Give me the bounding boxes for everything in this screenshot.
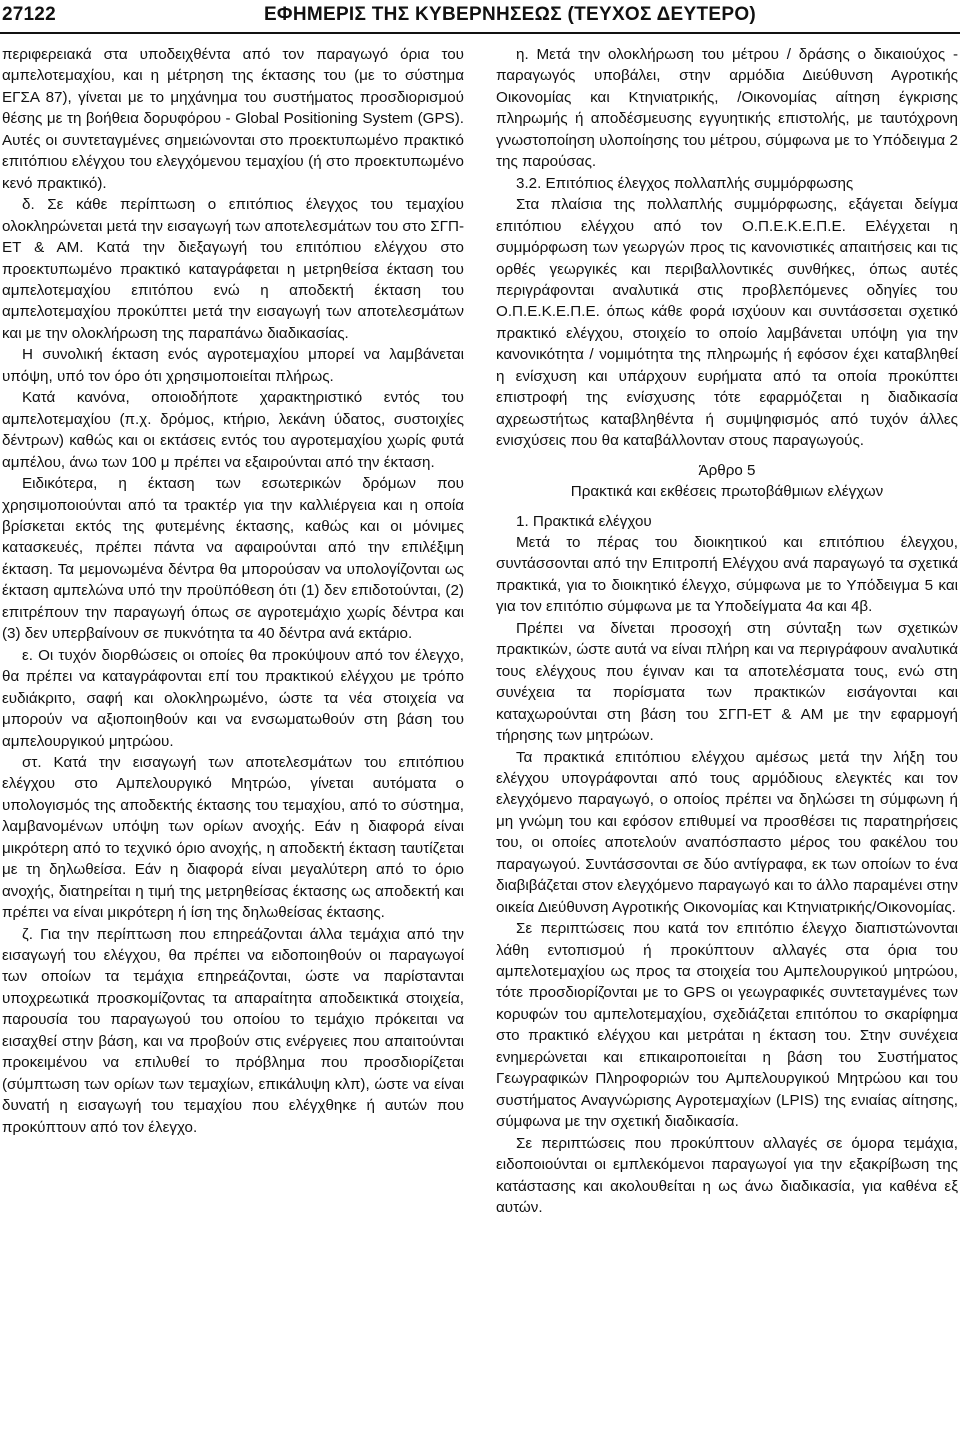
header-rule xyxy=(0,32,960,34)
paragraph: στ. Κατά την εισαγωγή των αποτελεσμάτων του επιτόπιου ελέγχου στο Αμπελουργικό Μητρώο, γίνεται αυτόματα ο υπολογισμός της αποδεκτής έκτασης του τεμαχίου, από το σύστημα, λαμβανομένων υπόψη των ορίων ανοχής. Εάν η διαφορά είναι μικρότερη από το τεχνικό όριο ανοχής, η αποδεκτή έκταση ταυτίζεται με τη δηλωθείσα. Εάν η διαφορά είναι μεγαλύτερη από το όριο ανοχής, διατηρείται η τιμή της μετρηθείσας έκτασης ως αποδεκτή και πρέπει να είναι μικρότερη ή ίση της δηλωθείσας έκτασης. xyxy=(2,753,464,922)
spacer xyxy=(496,503,958,511)
paragraph: ε. Οι τυχόν διορθώσεις οι οποίες θα προκύψουν από τον έλεγχο, θα πρέπει να καταγράφονται επί του πρακτικού ελέγχου με τρόπο ευδιάκριτο, σαφή και ολοκληρωμένο, ώστε τα νέα στοιχεία να μπορούν να αξιοποιηθούν και να ενσωματωθούν στη βάση του αμπελουργικού μητρώου. xyxy=(2,646,464,750)
paragraph: Η συνολική έκταση ενός αγροτεμαχίου μπορεί να λαμβάνεται υπόψη, υπό τον όρο ότι χρησιμοποιείται πλήρως. xyxy=(2,346,464,385)
right-column xyxy=(496,44,958,1218)
running-title: ΕΦΗΜΕΡΙΣ ΤΗΣ ΚΥΒΕΡΝΗΣΕΩΣ (ΤΕΥΧΟΣ ΔΕΥΤΕΡΟ) xyxy=(263,4,757,25)
spacer xyxy=(496,452,958,460)
paragraph: Κατά κανόνα, οποιοδήποτε χαρακτηριστικό εντός του αμπελοτεμαχίου (π.χ. δρόμος, κτήριο, λεκάνη ύδατος, συστοιχίες δέντρων) καθώς και οι εκτάσεις εντός του αγροτεμαχίου χωρίς φυτά αμπέλου, άνω των 100 μ πρέπει να εξαιρούνται από την έκταση. xyxy=(2,389,464,471)
paragraph: Πρέπει να δίνεται προσοχή στη σύνταξη των σχετικών πρακτικών, ώστε αυτά να είναι πλήρη και να περιγράφουν αναλυτικά τους ελέγχους που έγιναν και τα αποτελέσματα τους, ενώ στη συνέχεια τα πορίσματα των πρακτικών εισάγονται και καταχωρούνται στη βάση του ΣΓΠ-ΕΤ & ΑΜ με την εφαρμογή τήρησης των μητρώων. xyxy=(496,619,958,745)
article-number: Άρθρο 5 xyxy=(698,461,756,479)
page-number: 27122 xyxy=(2,4,56,25)
paragraph: Σε περιπτώσεις που προκύπτουν αλλαγές σε όμορα τεμάχια, ειδοποιούνται οι εμπλεκόμενοι παραγωγοί για την εξακρίβωση της κατάστασης και ακολουθείται η ως άνω διαδικασία, για καθένα εξ αυτών. xyxy=(496,1134,958,1217)
paragraph: Στα πλαίσια της πολλαπλής συμμόρφωσης, εξάγεται δείγμα επιτόπιου ελέγχου από τον Ο.Π.Ε.Κ.Ε.Π.Ε. Ελέγχεται η συμμόρφωση των γεωργών προς τις κανονιστικές απαιτήσεις και τις ορθές γεωργικές και περιβαλλοντικές συνθήκες, όπως αυτές περιγράφονται αναλυτικά στις προβλεπόμενες οδηγίες του Ο.Π.Ε.Κ.Ε.Π.Ε. όπως κάθε φορά ισχύουν και συντάσσεται σχετικό πρακτικό ελέγχου, στοιχείο το οποίο λαμβάνεται υπόψη για την κανονικότητα / νομιμότητα της πληρωμής ή εφόσον έχει καταβληθεί η ενίσχυση και υπάρχουν ευρήματα από τα οποία προκύπτει επιστροφή της ενίσχυσης τότε εφαρμόζεται η διαδικασία αχρεωστήτως καταβληθέντα ή συμψηφισμός από τυχόν άλλες ενισχύσεις που θα καταβάλλονταν στους παραγωγούς. xyxy=(496,196,958,450)
paragraph: περιφερειακά στα υποδειχθέντα από τον παραγωγό όρια του αμπελοτεμαχίου, και η μέτρηση της έκτασης του (με το σύστημα ΕΓΣΑ 87), γίνεται με το μηχάνημα του συστήματος προσδιορισμού θέσης με τη βοήθεια δορυφόρου - Global Positioning System (GPS). Αυτές οι συντεταγμένες σημειώνονται στο προεκτυπωμένο πρακτικό επιτόπιου ελέγχου του ελεγχόμενου τεμαχίου (ή στο προεκτυπωμένο κενό πρακτικό). xyxy=(2,46,464,192)
paragraph: η. Μετά την ολοκλήρωση του μέτρου / δράσης ο δικαιούχος - παραγωγός υποβάλει, στην αρμόδια Διεύθυνση Αγροτικής Οικονομίας και Κτηνιατρικής, /Οικονομίας αίτηση έγκρισης πληρωμής ή αποδέσμευσης εγγυητικής επιστολής, με ταυτόχρονη γνωστοποίηση υλοποίησης του μέτρου, σύμφωνα με το Υπόδειγμα 2 της παρούσας. xyxy=(496,46,958,171)
paragraph: δ. Σε κάθε περίπτωση ο επιτόπιος έλεγχος του τεμαχίου ολοκληρώνεται μετά την εισαγωγή των αποτελεσμάτων του στο ΣΓΠ-ΕΤ & ΑΜ. Κατά την διεξαγωγή του επιτόπιου ελέγχου στο προεκτυπωμένο πρακτικό καταγράφεται η μετρηθείσα έκταση του αμπελοτεμαχίου επιτόπου ενώ η αποδεκτή έκταση του αμπελοτεμαχίου προκύπτει μετά την εισαγωγή των αποτελεσμάτων και με την ολοκλήρωση της παραπάνω διαδικασίας. xyxy=(2,196,464,342)
paragraph: Σε περιπτώσεις που κατά τον επιτόπιο έλεγχο διαπιστώνονται λάθη εντοπισμού ή προκύπτουν αλλαγές στα όρια του αμπελοτεμαχίου ως προς τα στοιχεία του Αμπελουργικού μητρώου, τότε προσδιορίζονται με το GPS οι γεωγραφικές συντεταγμένες των κορυφών του αμπελοτεμαχίου, σχεδιάζεται επιτόπου το σκαρίφημα στο πρακτικό ελέγχου και μετράται η έκταση του. Στην συνέχεια ενημερώνεται και επικαιροποιείται η βάση του Συστήματος Γεωγραφικών Πληροφοριών του Αμπελουργικού Μητρώου και του συστήματος Αναγνώρισης Αγροτεμαχίων (LPIS) της ενιαίας αίτησης, σύμφωνα με την σχετική διαδικασία. xyxy=(496,920,958,1131)
article-title: Πρακτικά και εκθέσεις πρωτοβάθμιων ελέγχων xyxy=(570,483,884,501)
paragraph: Μετά το πέρας του διοικητικού και επιτόπιου έλεγχου, συντάσσονται από την Επιτροπή Ελέγχου ανά παραγωγό τα σχετικά πρακτικά, για το διοικητικό έλεγχο, σύμφωνα με το Υπόδειγμα 5 και για τον επιτόπιο σύμφωνα με τα Υποδείγματα 4α και 4β. xyxy=(496,533,958,616)
section-heading: 3.2. Επιτόπιος έλεγχος πολλαπλής συμμόρφωσης xyxy=(516,174,854,192)
page-header xyxy=(0,0,960,36)
paragraph: ζ. Για την περίπτωση που επηρεάζονται άλλα τεμάχια από την εισαγωγή του ελέγχου, θα πρέπει να ειδοποιηθούν οι παραγωγοί των οποίων τα τεμάχια επηρεάζονται, ώστε να παρίστανται υποχρεωτικά προσκομίζοντας τα απαραίτητα αποδεικτικά στοιχεία, παρουσία του παραγωγού του οποίου το τεμάχιο πρόκειται να εισαχθεί στην βάση, και να προβούν στις ενέργειες που απαιτούνται προκειμένου να επιλυθεί το πρόβλημα που προσδιορίζεται (σύμπτωση των ορίων των τεμαχίων, επικάλυψη κλπ), ώστε να είναι δυνατή η εισαγωγή του τεμαχίου που ελέγχθηκε ή αυτών που προκύπτουν από τον έλεγχο. xyxy=(2,925,464,1136)
paragraph: Ειδικότερα, η έκταση των εσωτερικών δρόμων που χρησιμοποιούνται από τα τρακτέρ για την καλλιέργεια και η οποία βρίσκεται εκτός της φυτεμένης έκτασης, καθώς και οι μόνιμες κατασκευές, πρέπει πάντα να αφαιρούνται από την επιλέξιμη έκταση. Τα μεμονωμένα δέντρα θα μπορούσαν να υπολογίζονται ως έκταση αμπελώνα υπό την προϋπόθεση ότι (1) δεν επιδοτούνται, (2) επιτρέπουν την παραγωγή όπως σε αγροτεμάχιο χωρίς δέντρα και (3) δεν υπερβαίνουν σε πυκνότητα τα 40 δέντρα ανά εκτάριο. xyxy=(2,475,464,643)
subsection-heading: 1. Πρακτικά ελέγχου xyxy=(516,512,652,530)
paragraph: Τα πρακτικά επιτόπιου ελέγχου αμέσως μετά την λήξη του ελέγχου υπογράφονται από τους αρμόδιους ελεγκτές και τον ελεγχόμενο παραγωγό, ο οποίος πρέπει να δηλώσει τη σύμφωνη ή μη γνώμη του και εφόσον επιθυμεί να προσθέσει τις παρατηρήσεις του, οι οποίες αποτελούν αναπόσπαστο μέρος του φακέλου του παραγωγού. Συντάσσονται σε δύο αντίγραφα, εκ των οποίων το ένα διαβιβάζεται στον ελεγχόμενο παραγωγό και το άλλο παραμένει στην οικεία Διεύθυνση Αγροτικής Οικονομίας και Κτηνιατρικής/Οικονομίας. xyxy=(496,748,958,916)
left-column xyxy=(2,44,464,1138)
